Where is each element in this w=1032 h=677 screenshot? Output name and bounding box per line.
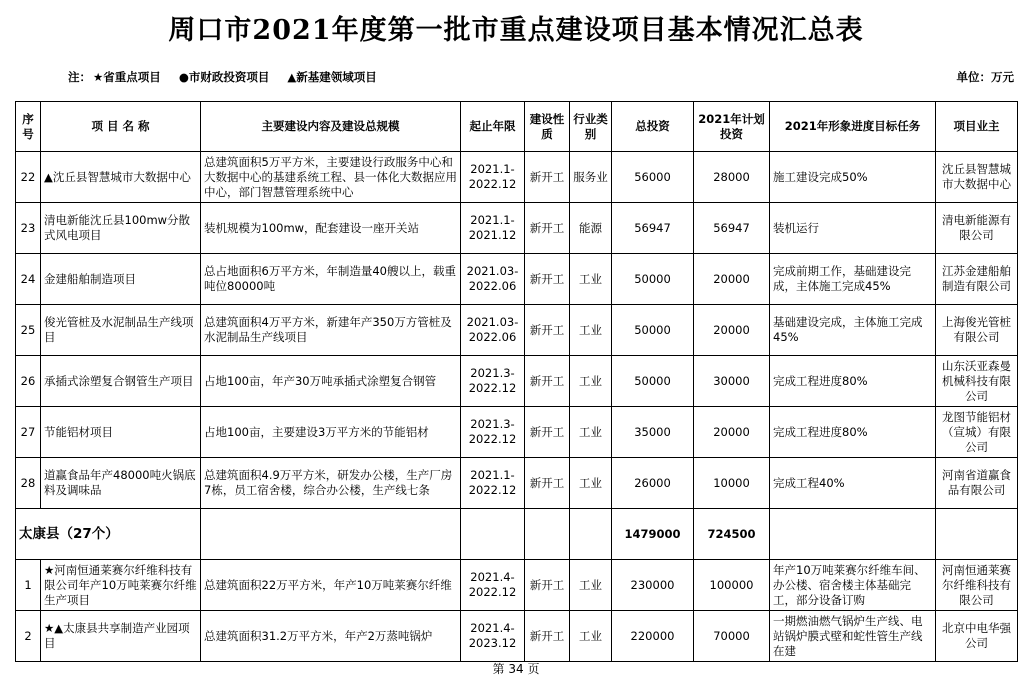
table-row [16, 560, 1018, 611]
cell-owner: 清电新能源有限公司 [936, 203, 1018, 254]
cell-nature: 新开工 [525, 152, 570, 203]
cell-plan: 20000 [694, 407, 770, 458]
cell-period: 2021.4-2022.12 [461, 560, 525, 611]
table-row [16, 407, 1018, 458]
note-item: ●市财政投资项目 [178, 70, 270, 84]
cell-nature: 新开工 [525, 254, 570, 305]
cell-owner: 山东沃亚森曼机械科技有限公司 [936, 356, 1018, 407]
cell-nature: 新开工 [525, 356, 570, 407]
cell-name: 道赢食品年产48000吨火锅底料及调味品 [41, 458, 201, 509]
cell-owner: 上海俊光管桩有限公司 [936, 305, 1018, 356]
cell-nature: 新开工 [525, 407, 570, 458]
cell-period: 2021.1-2022.12 [461, 458, 525, 509]
cell-no: 1 [16, 560, 41, 611]
cell-industry: 工业 [570, 305, 612, 356]
page-title: 周口市2021年度第一批市重点建设项目基本情况汇总表 [168, 15, 864, 46]
table-row [16, 203, 1018, 254]
cell-total: 230000 [612, 560, 694, 611]
cell-name: 俊光管桩及水泥制品生产线项目 [41, 305, 201, 356]
cell-industry: 工业 [570, 458, 612, 509]
cell-no: 25 [16, 305, 41, 356]
cell-period: 2021.3-2022.12 [461, 356, 525, 407]
table-row [16, 458, 1018, 509]
cell-owner: 龙图节能铝材（宣城）有限公司 [936, 407, 1018, 458]
header-cell: 建设性质 [525, 102, 570, 152]
cell-industry: 工业 [570, 254, 612, 305]
cell-period: 2021.1-2022.12 [461, 152, 525, 203]
header-cell: 主要建设内容及建设总规模 [201, 102, 461, 152]
header-cell: 起止年限 [461, 102, 525, 152]
cell-total: 56000 [612, 152, 694, 203]
cell-owner: 江苏金建船舶制造有限公司 [936, 254, 1018, 305]
cell-plan: 20000 [694, 305, 770, 356]
cell-content: 总建筑面积31.2万平方米，年产2万蒸吨锅炉 [201, 611, 461, 662]
cell-nature: 新开工 [525, 458, 570, 509]
table-row [16, 254, 1018, 305]
cell-plan: 30000 [694, 356, 770, 407]
cell-industry: 工业 [570, 560, 612, 611]
cell-period: 2021.4-2023.12 [461, 611, 525, 662]
cell-no: 23 [16, 203, 41, 254]
table-header-row [16, 102, 1018, 152]
cell-no: 26 [16, 356, 41, 407]
cell-total: 56947 [612, 203, 694, 254]
cell-content: 占地100亩，主要建设3万平方米的节能铝材 [201, 407, 461, 458]
cell-total: 50000 [612, 356, 694, 407]
cell-industry: 服务业 [570, 152, 612, 203]
cell-no: 28 [16, 458, 41, 509]
cell-no: 27 [16, 407, 41, 458]
cell-content: 总建筑面积5万平方米，主要建设行政服务中心和大数据中心的基建系统工程、县一体化大数据应用中心，部门智慧管理系统中心 [201, 152, 461, 203]
cell-plan: 10000 [694, 458, 770, 509]
cell-plan: 70000 [694, 611, 770, 662]
cell-no: 2 [16, 611, 41, 662]
subtotal-plan: 724500 [694, 509, 770, 560]
table-row [16, 152, 1018, 203]
header-cell: 2021年形象进度目标任务 [770, 102, 936, 152]
cell-plan: 20000 [694, 254, 770, 305]
county-subtotal-row [16, 509, 1018, 560]
cell-period: 2021.03-2022.06 [461, 254, 525, 305]
note-item: ▲新基建领域项目 [287, 70, 377, 84]
header-cell: 项目业主 [936, 102, 1018, 152]
empty-cell [770, 509, 936, 560]
cell-target: 完成工程进度80% [770, 407, 936, 458]
header-cell: 总投资 [612, 102, 694, 152]
empty-cell [201, 509, 461, 560]
cell-nature: 新开工 [525, 305, 570, 356]
cell-plan: 28000 [694, 152, 770, 203]
cell-owner: 河南省道赢食品有限公司 [936, 458, 1018, 509]
cell-target: 施工建设完成50% [770, 152, 936, 203]
table-row [16, 305, 1018, 356]
legend-note [68, 69, 395, 85]
cell-name: ▲沈丘县智慧城市大数据中心 [41, 152, 201, 203]
cell-name: 承插式涂塑复合钢管生产项目 [41, 356, 201, 407]
empty-cell [936, 509, 1018, 560]
cell-name: 金建船舶制造项目 [41, 254, 201, 305]
header-cell: 2021年计划投资 [694, 102, 770, 152]
cell-name: ★河南恒通莱赛尔纤维科技有限公司年产10万吨莱赛尔纤维生产项目 [41, 560, 201, 611]
cell-content: 总建筑面积22万平方米，年产10万吨莱赛尔纤维 [201, 560, 461, 611]
cell-target: 装机运行 [770, 203, 936, 254]
table-row [16, 611, 1018, 662]
cell-nature: 新开工 [525, 611, 570, 662]
cell-plan: 100000 [694, 560, 770, 611]
cell-owner: 河南恒通莱赛尔纤维科技有限公司 [936, 560, 1018, 611]
cell-nature: 新开工 [525, 203, 570, 254]
cell-nature: 新开工 [525, 560, 570, 611]
cell-name: 清电新能沈丘县100mw分散式风电项目 [41, 203, 201, 254]
note-prefix: 注： [68, 70, 91, 84]
cell-target: 完成前期工作，基础建设完成，主体施工完成45% [770, 254, 936, 305]
project-table [15, 101, 1018, 662]
note-item: ★省重点项目 [93, 70, 161, 84]
cell-total: 50000 [612, 305, 694, 356]
header-cell: 行业类别 [570, 102, 612, 152]
cell-content: 总占地面积6万平方米，年制造量40艘以上，载重吨位80000吨 [201, 254, 461, 305]
header-cell: 项 目 名 称 [41, 102, 201, 152]
cell-target: 基础建设完成，主体施工完成45% [770, 305, 936, 356]
cell-target: 一期燃油燃气锅炉生产线、电站锅炉膜式壁和蛇性管生产线在建 [770, 611, 936, 662]
cell-total: 26000 [612, 458, 694, 509]
cell-no: 22 [16, 152, 41, 203]
cell-industry: 工业 [570, 611, 612, 662]
subtotal-total: 1479000 [612, 509, 694, 560]
cell-content: 总建筑面积4万平方米，新建年产350万方管桩及水泥制品生产线项目 [201, 305, 461, 356]
cell-target: 年产10万吨莱赛尔纤维车间、办公楼、宿舍楼主体基础完工，部分设备订购 [770, 560, 936, 611]
cell-period: 2021.03-2022.06 [461, 305, 525, 356]
cell-name: ★▲太康县共享制造产业园项目 [41, 611, 201, 662]
cell-target: 完成工程进度80% [770, 356, 936, 407]
cell-total: 35000 [612, 407, 694, 458]
cell-name: 节能铝材项目 [41, 407, 201, 458]
cell-content: 总建筑面积4.9万平方米，研发办公楼，生产厂房7栋，员工宿舍楼，综合办公楼，生产线七条 [201, 458, 461, 509]
cell-period: 2021.3-2022.12 [461, 407, 525, 458]
cell-content: 装机规模为100mw，配套建设一座开关站 [201, 203, 461, 254]
cell-owner: 北京中电华强公司 [936, 611, 1018, 662]
cell-target: 完成工程40% [770, 458, 936, 509]
cell-period: 2021.1-2021.12 [461, 203, 525, 254]
cell-industry: 工业 [570, 356, 612, 407]
cell-total: 220000 [612, 611, 694, 662]
county-label: 太康县（27个） [16, 509, 201, 560]
cell-industry: 能源 [570, 203, 612, 254]
cell-content: 占地100亩，年产30万吨承插式涂塑复合钢管 [201, 356, 461, 407]
empty-cell [570, 509, 612, 560]
cell-industry: 工业 [570, 407, 612, 458]
empty-cell [525, 509, 570, 560]
unit-label: 单位：万元 [956, 70, 1014, 84]
cell-no: 24 [16, 254, 41, 305]
page-number: 第 34 页 [492, 662, 540, 676]
empty-cell [461, 509, 525, 560]
cell-owner: 沈丘县智慧城市大数据中心 [936, 152, 1018, 203]
header-cell: 序号 [16, 102, 41, 152]
cell-total: 50000 [612, 254, 694, 305]
table-row [16, 356, 1018, 407]
cell-plan: 56947 [694, 203, 770, 254]
